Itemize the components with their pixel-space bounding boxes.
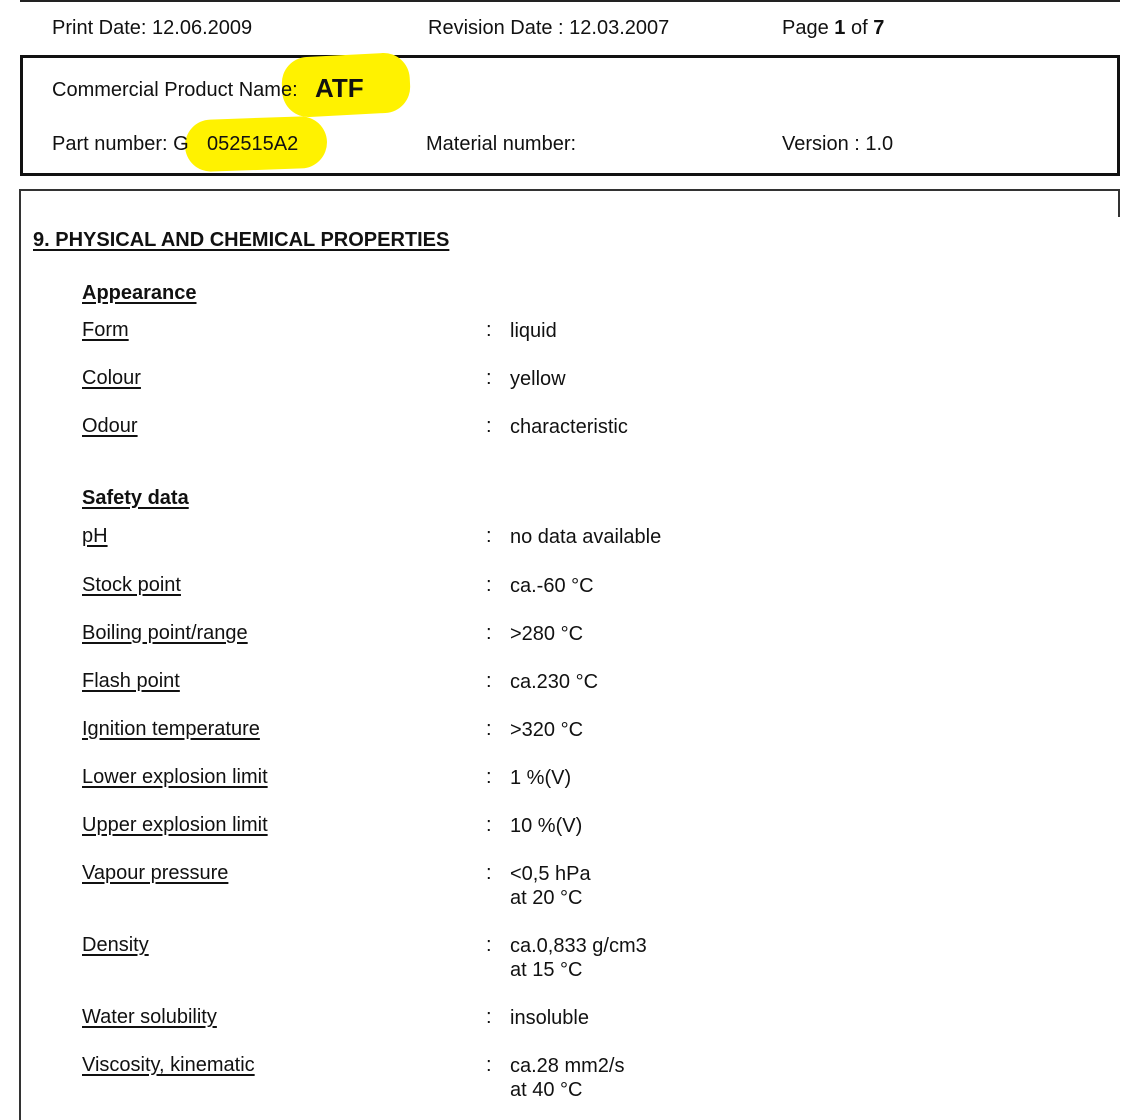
part-number-value: 052515A2 — [207, 133, 299, 155]
density-value: ca.0,833 g/cm3 — [510, 935, 647, 957]
part-number-label: Part number: G — [52, 133, 189, 155]
safety-data-title: Safety data — [82, 487, 189, 509]
separator: : — [486, 525, 492, 547]
separator: : — [486, 670, 492, 692]
form-value: liquid — [510, 320, 557, 342]
ph-value: no data available — [510, 526, 662, 548]
page-label: Page — [782, 17, 829, 39]
odour-label: Odour — [82, 415, 138, 437]
vapour-pressure-condition: at 20 °C — [510, 887, 583, 909]
separator: : — [486, 1006, 492, 1028]
separator: : — [486, 718, 492, 740]
density-condition: at 15 °C — [510, 959, 583, 981]
boiling-point-value: >280 °C — [510, 623, 584, 645]
vapour-pressure-value: <0,5 hPa — [510, 863, 591, 885]
stock-point-value: ca.-60 °C — [510, 575, 594, 597]
density-label: Density — [82, 934, 149, 956]
boiling-point-label: Boiling point/range — [82, 622, 248, 644]
separator: : — [486, 766, 492, 788]
viscosity-label: Viscosity, kinematic — [82, 1054, 255, 1076]
ignition-temperature-value: >320 °C — [510, 719, 584, 741]
revision-date: Revision Date : 12.03.2007 — [428, 17, 670, 39]
version: Version : 1.0 — [782, 133, 894, 155]
separator: : — [486, 574, 492, 596]
page-indicator — [782, 17, 884, 40]
product-name-value: ATF — [315, 73, 364, 103]
form-label: Form — [82, 319, 129, 341]
colour-label: Colour — [82, 367, 141, 389]
upper-explosion-limit-label: Upper explosion limit — [82, 814, 268, 836]
vapour-pressure-label: Vapour pressure — [82, 862, 229, 884]
ph-label: pH — [82, 525, 108, 547]
separator: : — [486, 1054, 492, 1076]
section-frame-right — [1118, 189, 1120, 217]
water-solubility-value: insoluble — [510, 1007, 589, 1029]
separator: : — [486, 367, 492, 389]
flash-point-label: Flash point — [82, 670, 180, 692]
viscosity-value: ca.28 mm2/s — [510, 1055, 625, 1077]
top-rule — [20, 0, 1120, 2]
lower-explosion-limit-value: 1 %(V) — [510, 767, 572, 789]
page-current: 1 — [834, 17, 846, 39]
section-frame-left — [19, 189, 21, 1120]
separator: : — [486, 622, 492, 644]
appearance-title: Appearance — [82, 282, 197, 304]
section-title: 9. PHYSICAL AND CHEMICAL PROPERTIES — [33, 229, 450, 251]
page-of: of — [850, 17, 868, 39]
product-name-label: Commercial Product Name: — [52, 79, 298, 101]
separator: : — [486, 319, 492, 341]
flash-point-value: ca.230 °C — [510, 671, 599, 693]
separator: : — [486, 862, 492, 884]
separator: : — [486, 814, 492, 836]
product-box — [20, 55, 1120, 176]
print-date: Print Date: 12.06.2009 — [52, 17, 253, 39]
odour-value: characteristic — [510, 416, 628, 438]
separator: : — [486, 934, 492, 956]
water-solubility-label: Water solubility — [82, 1006, 217, 1028]
section-frame-top — [19, 189, 1120, 191]
lower-explosion-limit-label: Lower explosion limit — [82, 766, 268, 788]
upper-explosion-limit-value: 10 %(V) — [510, 815, 583, 837]
page-total: 7 — [873, 17, 885, 39]
stock-point-label: Stock point — [82, 574, 181, 596]
material-number-label: Material number: — [426, 133, 577, 155]
separator: : — [486, 415, 492, 437]
colour-value: yellow — [510, 368, 566, 390]
ignition-temperature-label: Ignition temperature — [82, 718, 260, 740]
viscosity-condition: at 40 °C — [510, 1079, 583, 1101]
